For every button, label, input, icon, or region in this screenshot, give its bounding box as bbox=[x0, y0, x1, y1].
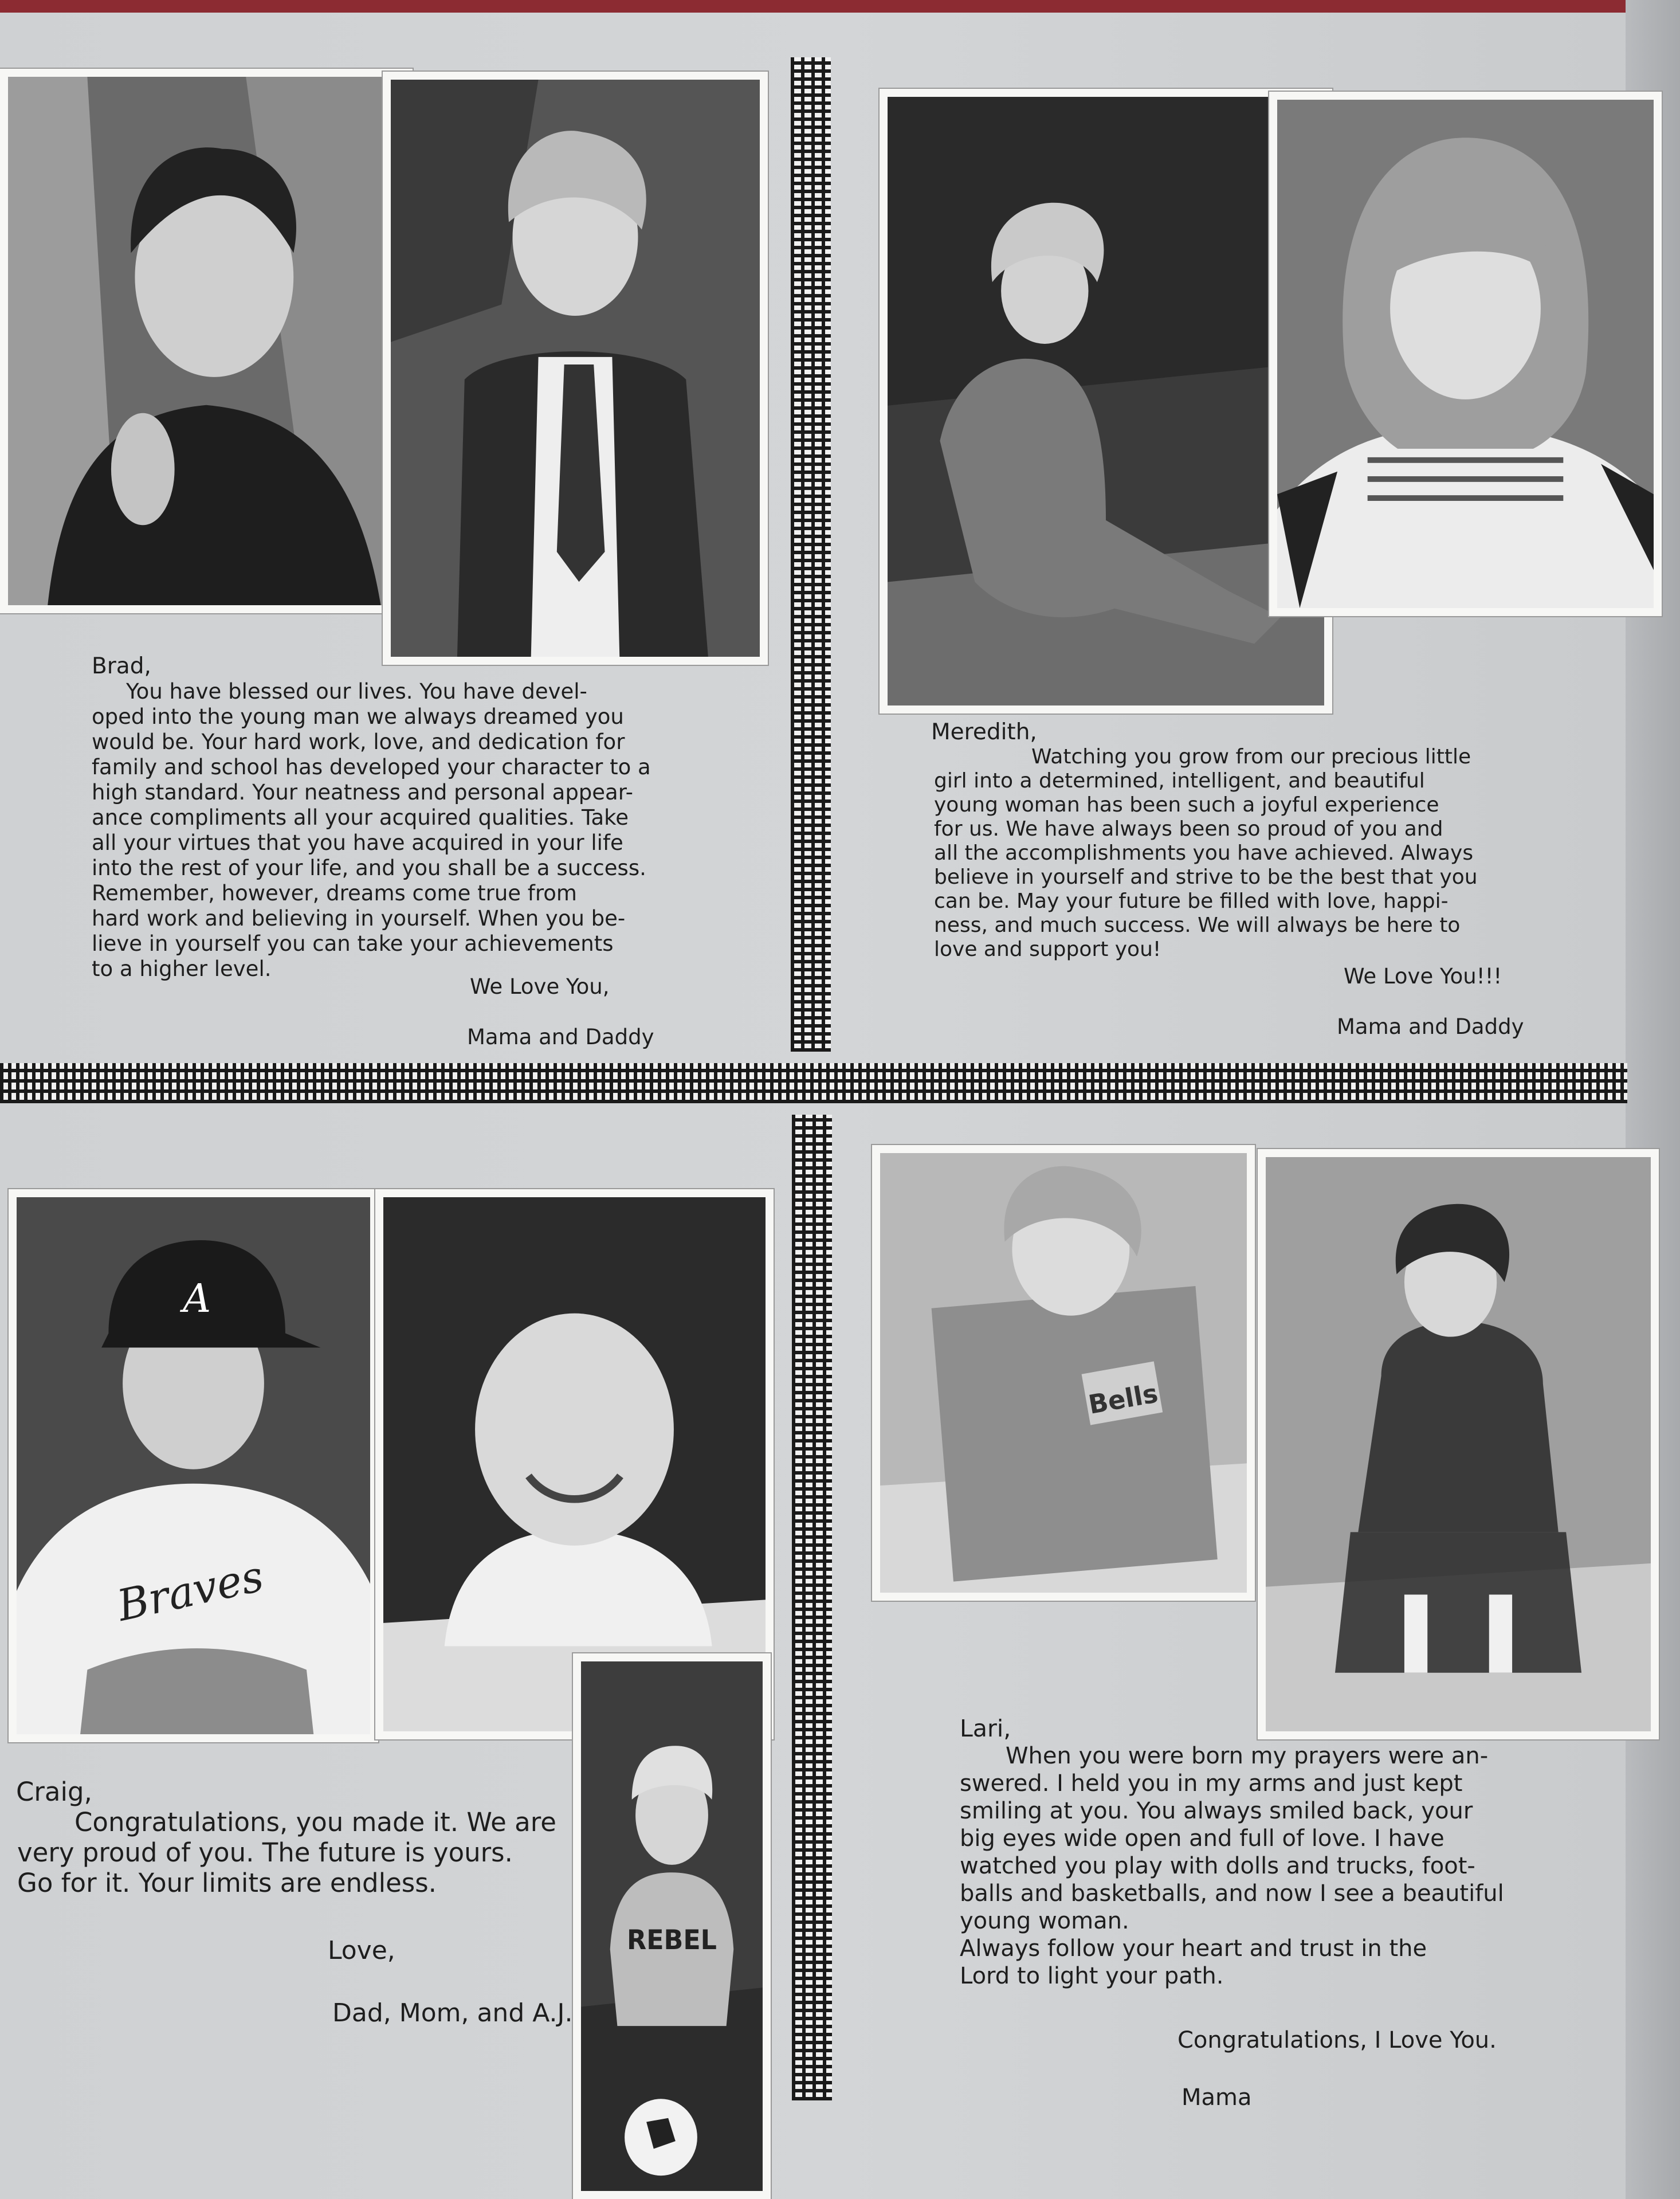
lari-closing: Congratulations, I Love You. bbox=[1177, 2027, 1497, 2053]
meredith-signature: Mama and Daddy bbox=[1337, 1014, 1524, 1039]
brad-signature: Mama and Daddy bbox=[467, 1025, 654, 1049]
divider-vertical-bottom bbox=[792, 1115, 832, 2100]
craig-closing: Love, bbox=[328, 1936, 395, 1965]
divider-horizontal bbox=[0, 1063, 1627, 1103]
craig-signature: Dad, Mom, and A.J. bbox=[332, 1998, 573, 2028]
meredith-salutation: Meredith, bbox=[931, 719, 1037, 745]
jersey-text: Braves bbox=[113, 1551, 268, 1631]
brad-closing: We Love You, bbox=[470, 974, 610, 999]
brad-letter-body: You have blessed our lives. You have devel- oped into the young man we always dreamed you would be. Your hard work, love, and dedication for family and school has developed your character to a high standard. Your neatness and personal appear- ance compliments all your acquired qualities. Take all your virtues that you have acquired in your life into the rest of your life, and you shall be a success. Remember, however, dreams come true from hard work and believing in yourself. When you be- lieve in yourself you can take your achievements to a higher level. bbox=[92, 679, 651, 981]
photo-meredith-teen bbox=[880, 89, 1332, 714]
lari-salutation: Lari, bbox=[960, 1715, 1011, 1742]
photo-brad-teen bbox=[0, 69, 413, 613]
meredith-closing: We Love You!!! bbox=[1344, 964, 1502, 989]
photo-craig-soccer bbox=[573, 1653, 771, 2199]
cap-logo-text: A bbox=[183, 1276, 211, 1322]
craig-letter-body: Congratulations, you made it. We are very proud of you. The future is yours. Go for it. Your limits are endless. bbox=[17, 1807, 556, 1898]
brad-salutation: Brad, bbox=[92, 653, 151, 679]
page-top-edge bbox=[0, 0, 1680, 13]
divider-vertical-top bbox=[791, 57, 831, 1052]
photo-lari-rocking-chair bbox=[1258, 1149, 1659, 1739]
craig-salutation: Craig, bbox=[16, 1777, 92, 1807]
photo-meredith-child bbox=[1269, 92, 1662, 616]
photo-brad-child bbox=[383, 72, 768, 665]
lari-signature: Mama bbox=[1182, 2084, 1252, 2111]
meredith-letter-body: Watching you grow from our precious little girl into a determined, intelligent, and beautiful young woman has been such a joyful experience for us. We have always been so proud of you and all the accomplishments you have achieved. Always believe in yourself and strive to be the best that you can be. May your future be filled with love, happi- ness, and much success. We will always be here to love and support you! bbox=[934, 745, 1478, 961]
photo-craig-baseball bbox=[9, 1189, 378, 1742]
shirt-text: REBEL bbox=[627, 1924, 717, 1956]
lari-letter-body: When you were born my prayers were an- swered. I held you in my arms and just kept smiling at you. You always smiled back, your big eyes wide open and full of love. I have watched you play with dolls and trucks, foot- balls and basketballs, and now I see a beautiful young woman. Always follow your heart and trust in the Lord to light your path. bbox=[960, 1743, 1504, 1989]
photo-lari-bag bbox=[872, 1145, 1255, 1601]
bag-text: Bells bbox=[1086, 1378, 1160, 1420]
